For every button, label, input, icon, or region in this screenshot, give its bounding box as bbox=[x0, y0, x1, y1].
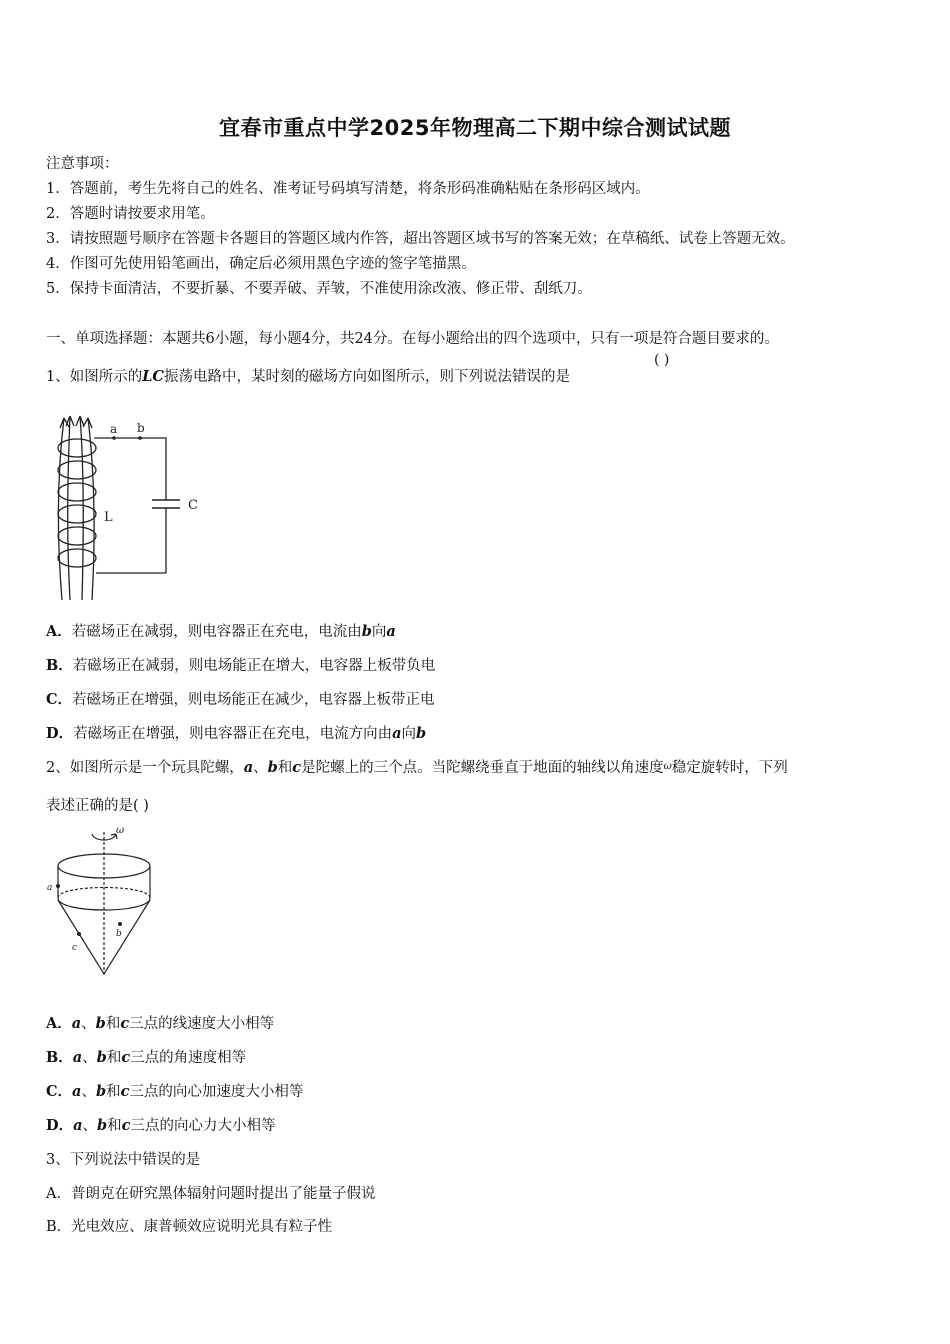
spinning-top-figure bbox=[44, 822, 164, 980]
q2-option-c: C．a、b和c三点的向心加速度大小相等 bbox=[46, 1083, 304, 1100]
label-b: b bbox=[137, 421, 145, 435]
lc-circuit-figure bbox=[48, 408, 218, 604]
label-b-top: b bbox=[116, 929, 122, 939]
q3-stem: 3、下列说法中错误的是 bbox=[46, 1152, 201, 1168]
label-c-top: c bbox=[72, 943, 78, 953]
q1-option-b: B．若磁场正在减弱，则电场能正在增大，电容器上板带负电 bbox=[46, 657, 436, 674]
label-omega: ω bbox=[116, 825, 125, 836]
section-heading: 一、单项选择题：本题共6小题，每小题4分，共24分。在每小题给出的四个选项中，只有一项是符合题目要求的。 bbox=[46, 331, 779, 347]
notice-item-4: 4．作图可先使用铅笔画出，确定后必须用黑色字迹的签字笔描黑。 bbox=[46, 256, 476, 272]
q1-option-d: D．若磁场正在增强，则电容器正在充电，电流方向由a向b bbox=[46, 725, 427, 742]
q1-stem bbox=[46, 365, 570, 386]
q1-stem-pre: 1、如图所示的 bbox=[46, 369, 143, 385]
label-a-top: a bbox=[47, 883, 53, 893]
q1-stem-lc: LC bbox=[142, 368, 164, 385]
label-C: C bbox=[188, 498, 198, 513]
q2-stem: 2、如图所示是一个玩具陀螺，a、b和c是陀螺上的三个点。当陀螺绕垂直于地面的轴线以角速度$^\omega$稳定旋转时，下列 bbox=[46, 759, 788, 776]
q2-stem-line2: 表述正确的是( ) bbox=[46, 798, 149, 814]
notice-item-3: 3．请按照题号顺序在答题卡各题目的答题区域内作答，超出答题区域书写的答案无效；在草稿纸、试卷上答题无效。 bbox=[46, 231, 795, 247]
notice-item-1: 1．答题前，考生先将自己的姓名、准考证号码填写清楚，将条形码准确粘贴在条形码区域内。 bbox=[46, 181, 650, 197]
notice-heading: 注意事项： bbox=[46, 156, 119, 172]
q2-option-d: D．a、b和c三点的向心力大小相等 bbox=[46, 1117, 276, 1134]
q1-option-c: C．若磁场正在增强，则电场能正在减少，电容器上板带正电 bbox=[46, 691, 435, 708]
q3-option-b: B．光电效应、康普顿效应说明光具有粒子性 bbox=[46, 1219, 333, 1235]
page-title: 宜春市重点中学2025年物理高二下期中综合测试试题 bbox=[219, 116, 731, 140]
label-L: L bbox=[104, 510, 113, 525]
q3-option-a: A．普朗克在研究黑体辐射问题时提出了能量子假说 bbox=[46, 1186, 376, 1202]
q2-option-a: A．a、b和c三点的线速度大小相等 bbox=[46, 1015, 275, 1032]
q1-option-a: A．若磁场正在减弱，则电容器正在充电，电流由b向a bbox=[46, 623, 396, 640]
label-a: a bbox=[110, 422, 118, 436]
notice-item-2: 2．答题时请按要求用笔。 bbox=[46, 206, 215, 222]
q1-answer-paren: ( ) bbox=[654, 352, 670, 368]
q2-option-b: B．a、b和c三点的角速度相等 bbox=[46, 1049, 247, 1066]
q1-stem-post: 振荡电路中，某时刻的磁场方向如图所示，则下列说法错误的是 bbox=[163, 369, 570, 385]
notice-item-5: 5．保持卡面清洁，不要折暴、不要弄破、弄皱，不准使用涂改液、修正带、刮纸刀。 bbox=[46, 281, 592, 297]
